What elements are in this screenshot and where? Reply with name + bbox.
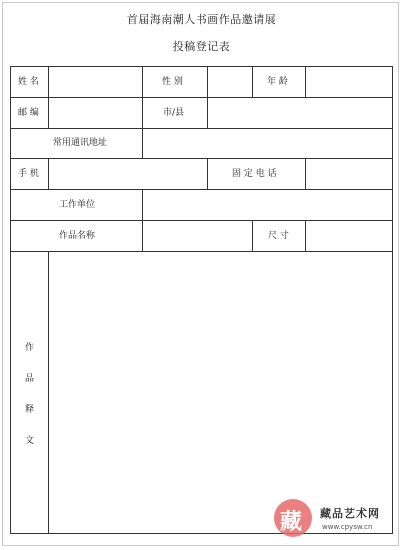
row-divider	[11, 97, 392, 98]
age-label: 年 龄	[267, 77, 288, 87]
row-divider	[11, 220, 392, 221]
notes-label-char: 作	[24, 343, 34, 353]
landline-field[interactable]	[307, 160, 391, 188]
col-divider	[207, 67, 208, 97]
notes-label-char: 释	[24, 405, 34, 415]
address-field[interactable]	[144, 130, 391, 157]
registration-form	[10, 66, 393, 534]
workplace-label: 工作单位	[59, 200, 96, 210]
col-divider	[207, 97, 208, 128]
watermark-glyph: 藏	[280, 509, 303, 535]
col-divider	[48, 67, 49, 97]
watermark-site-name: 藏品艺术网	[320, 507, 380, 520]
col-divider	[305, 67, 306, 97]
size-label: 尺 寸	[268, 231, 289, 241]
mobile-field[interactable]	[50, 160, 206, 188]
col-divider	[252, 67, 253, 97]
row-divider	[11, 251, 392, 252]
gender-field[interactable]	[209, 68, 251, 96]
work-title-label: 作品名称	[59, 231, 96, 241]
col-divider	[48, 251, 49, 533]
row-divider	[11, 158, 392, 159]
col-divider	[142, 189, 143, 220]
notes-label-char: 品	[24, 374, 34, 384]
postcode-field[interactable]	[50, 99, 141, 127]
postcode-label: 邮 编	[18, 108, 39, 118]
form-title: 投稿登记表	[172, 40, 231, 53]
size-field[interactable]	[307, 222, 391, 250]
notes-field[interactable]	[50, 253, 391, 531]
name-label: 姓 名	[18, 77, 39, 87]
col-divider	[142, 220, 143, 251]
watermark-url: www.cpysw.cn	[322, 523, 373, 531]
col-divider	[142, 97, 143, 128]
gender-label: 性 别	[162, 77, 183, 87]
workplace-field[interactable]	[144, 191, 391, 219]
city-label: 市/县	[163, 108, 185, 118]
col-divider	[305, 158, 306, 189]
landline-label: 固 定 电 话	[232, 169, 277, 179]
col-divider	[48, 158, 49, 189]
row-divider	[11, 128, 392, 129]
mobile-label: 手 机	[18, 169, 39, 179]
row-divider	[11, 189, 392, 190]
col-divider	[142, 128, 143, 158]
document-title: 首届海南潮人书画作品邀请展	[126, 13, 277, 26]
city-field[interactable]	[209, 99, 391, 127]
col-divider	[252, 220, 253, 251]
col-divider	[207, 158, 208, 189]
col-divider	[305, 220, 306, 251]
name-field[interactable]	[50, 68, 141, 96]
col-divider	[142, 67, 143, 97]
notes-label-char: 文	[24, 436, 34, 446]
col-divider	[48, 97, 49, 128]
address-label: 常用通讯地址	[53, 138, 108, 148]
watermark-logo	[272, 497, 397, 541]
age-field[interactable]	[307, 68, 391, 96]
notes-label	[11, 340, 48, 446]
work-title-field[interactable]	[144, 222, 251, 250]
